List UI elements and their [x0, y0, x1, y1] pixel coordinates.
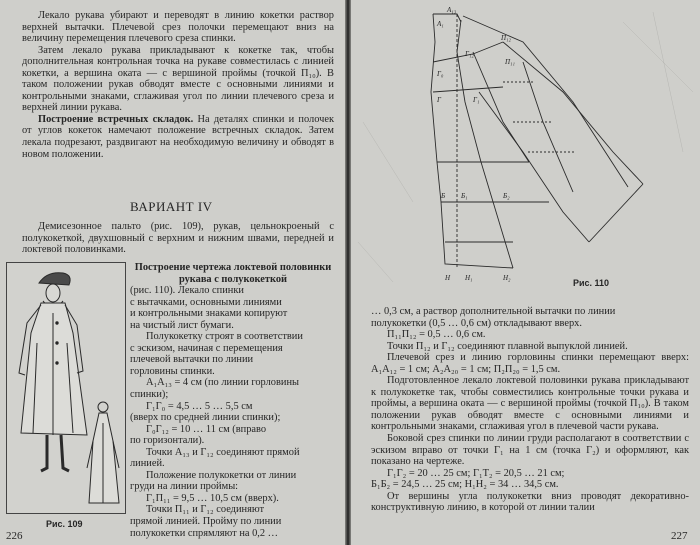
column-line: А₁А₁₃ = 4 см (по линии горловины — [146, 377, 299, 389]
paragraph: Лекало рукава убирают и переводят в линию кокетки раствор верхней вытачки. Плечевой срез полочки перемещают вниз на величину перемещения плечевого среза спинки. — [22, 10, 334, 45]
column-line: с эскизом, начиная с перемещения — [130, 342, 283, 354]
right-text — [371, 306, 689, 514]
column-line: (рис. 110). Лекало спинки — [130, 285, 244, 297]
pleats-paragraph — [22, 114, 334, 160]
coat-illustration — [7, 263, 125, 513]
drawing-label: А₁ — [437, 20, 444, 28]
construction-column — [130, 262, 336, 539]
text-line: Плечевой срез и линию горловины спинки перемещают вверх: А₁А₁₂ = 1 см; А₂А₂₀ = 1 см; П₂П₂₀ = 1,5 см. — [371, 352, 689, 375]
fig109-caption: Рис. 109 — [46, 519, 83, 529]
column-line: Точки П₁₁ и Г₁₂ соединяют — [146, 504, 265, 516]
column-line: Г₁Г₀ = 4,5 … 5 … 5,5 см — [146, 400, 253, 412]
column-line: линией. — [130, 458, 165, 470]
column-line: Г₀Г₁₂ = 10 … 11 см (вправо — [146, 423, 267, 435]
variant-heading: ВАРИАНТ IV — [130, 199, 213, 214]
paragraph: Затем лекало рукава прикладывают к кокетке так, чтобы дополнительная контрольная точка на рукаве совместилась с линией кокетки, а вершина оката — с вершиной проймы (точкой П₁₀). В таком положении рукав обводят вместе с основными линиями и контрольными знаками, сглаживая угол по линии плечевого среза и верхней линии рукава. — [22, 44, 334, 114]
drawing-label: Н₁ — [465, 274, 473, 282]
fig109-frame — [6, 262, 126, 514]
subheading: Построение чертежа локтевой половинки рукава с полукокеткой — [134, 262, 332, 285]
page-number-left: 226 — [6, 530, 23, 542]
column-line: (вверх по средней линии спинки); — [130, 412, 281, 424]
drawing-label: Г₀ — [437, 70, 444, 78]
column-line: груди на линии проймы: — [130, 481, 239, 493]
drawing-label: Б₁ — [461, 192, 468, 200]
pattern-drawing — [353, 2, 698, 287]
right-page — [351, 0, 700, 545]
variant-text — [22, 221, 334, 256]
drawing-label: А₁₃ — [447, 6, 457, 14]
text-line: … 0,3 см, а раствор дополнительной вытачки по линии — [371, 306, 616, 317]
column-line: горловины спинки. — [130, 365, 215, 377]
drawing-label: Н₂ — [503, 274, 511, 282]
text-line: П₁₁П₁₂ = 0,5 … 0,6 см. — [387, 329, 486, 341]
column-line: прямой линией. Пройму по линии — [130, 516, 282, 528]
column-line: Точки А₁₃ и Г₁₂ соединяют прямой — [146, 446, 300, 458]
text-line: Подготовленное лекало локтевой половинки рукава прикладывают к полукокетке так, чтобы совместились контрольные точки рукава и проймы, а вершина оката — с вершиной проймы (точкой П₁₀). В таком положении рукав обводят вместе с основными линиями и контрольными знаками, сглаживая угол в плечевой части рукава. — [371, 375, 689, 433]
left-page — [0, 0, 345, 545]
column-line: Г₁П₁₁ = 9,5 … 10,5 см (вверх). — [146, 492, 279, 504]
intro-text — [22, 10, 334, 160]
column-line: полукокетки спрямляют на 0,2 … — [130, 527, 279, 539]
variant-heading-wrap — [130, 199, 213, 215]
drawing-label: Г₁ — [473, 96, 480, 104]
column-line: на чистый лист бумаги. — [130, 319, 234, 331]
text-line: Г₁Г₂ = 20 … 25 см; Г₁Т₂ = 20,5 … 21 см; — [387, 467, 565, 479]
drawing-label: Б₂ — [503, 192, 510, 200]
drawing-label: Г — [437, 96, 441, 104]
fig110-caption: Рис. 110 — [573, 278, 610, 288]
text-line: полукокетки (0,5 … 0,6 см) откладывают вверх. — [371, 317, 582, 329]
column-line: и контрольными знаками копируют — [130, 308, 288, 320]
page-number-right: 227 — [671, 530, 688, 542]
drawing-label: Б — [441, 192, 446, 200]
drawing-label: П₁₂ — [501, 34, 511, 42]
column-line: плечевой вытачки по линии — [130, 354, 254, 366]
text-line: Боковой срез спинки по линии груди располагают в соответствии с эскизом вправо от точки Г₁ на 1 см (точка Г₂) и оформляют, как показано на чертеже. — [371, 433, 689, 468]
column-line: с вытачками, основными линиями — [130, 296, 282, 308]
drawing-label: Н — [445, 274, 451, 282]
column-line: спинки); — [130, 389, 169, 401]
pleats-title: Построение встречных складок. — [38, 113, 194, 125]
column-line: по горизонтали). — [130, 435, 205, 447]
text-line: Б₁Б₂ = 24,5 … 25 см; Н₁Н₂ = 34 … 34,5 см. — [371, 479, 559, 491]
column-line: Полукокетку строят в соответствии — [146, 331, 303, 343]
pleats-text: На деталях спинки и полочек от углов кокеток намечают положение встречных складок. Затем лекала подрезают, раздвигают на необходимую величину и обводят в новом положении. — [22, 113, 335, 160]
column-line: Положение полукокетки от линии — [146, 469, 297, 481]
drawing-label: П₁₁ — [505, 58, 515, 66]
text-line: Точки П₁₂ и Г₁₂ соединяют плавной выпуклой линией. — [387, 340, 628, 352]
drawing-label: Г₁₂ — [465, 50, 474, 58]
paragraph: Демисезонное пальто (рис. 109), рукав, цельнокроеный с полукокеткой, двухшовный с верхним и нижним швами, передней и локтевой половинками. — [22, 221, 334, 256]
text-line: От вершины угла полукокетки вниз проводят декоративно-конструктивную линию, в которой от линии талии — [371, 490, 689, 514]
